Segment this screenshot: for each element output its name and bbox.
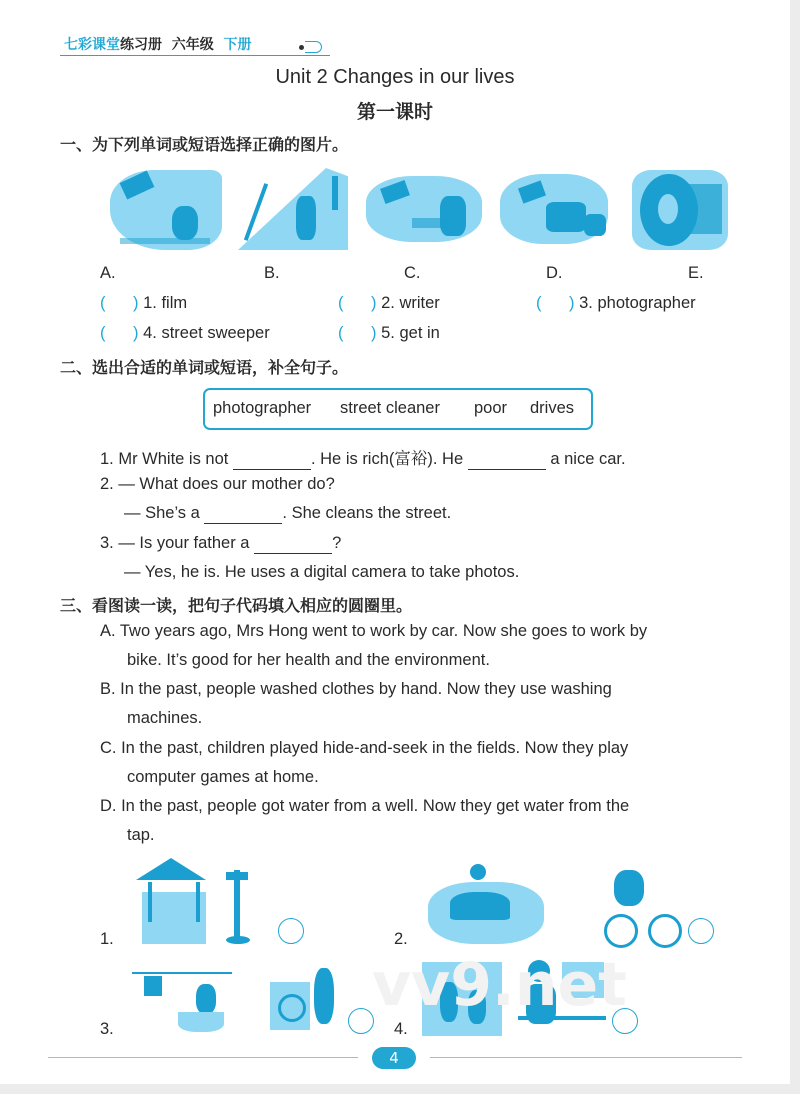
series-name: 七彩课堂 (64, 37, 120, 53)
header-ornament (305, 41, 322, 53)
sentence-d-line2: tap. (127, 826, 155, 844)
picture-d-get-in (494, 162, 612, 254)
unit-title: Unit 2 Changes in our lives (275, 66, 515, 88)
question-3-answer: — Yes, he is. He uses a digital camera to take photos. (124, 563, 520, 581)
grade-label: 六年级 (171, 37, 214, 53)
letter-d: D. (546, 264, 563, 282)
sentence-d-line1: D. In the past, people got water from a well. Now they get water from the (100, 797, 630, 815)
answer-blank-1[interactable]: ( ) 1. film (100, 294, 188, 312)
header-rule (60, 55, 330, 56)
letter-b: B. (264, 264, 280, 282)
fill-blank-2[interactable] (204, 504, 282, 524)
sentence-a-line2: bike. It’s good for her health and the environment. (127, 651, 490, 669)
fill-blank-3[interactable] (254, 534, 332, 554)
picture-bike (574, 860, 684, 948)
picture-hand-washing (128, 962, 238, 1038)
sentence-c-line2: computer games at home. (127, 768, 319, 786)
section3-heading: 三、看图读一读，把句子代码填入相应的圆圈里。 (60, 596, 413, 615)
picture-well-and-tap (128, 852, 278, 948)
letter-a: A. (100, 264, 116, 282)
answer-circle-2[interactable] (688, 918, 714, 944)
picture-label-2: 2. (394, 930, 408, 948)
question-2: 2. — What does our mother do? (100, 475, 335, 493)
answer-blank-5[interactable]: ( ) 5. get in (338, 324, 440, 342)
picture-b-street-sweeper (234, 162, 350, 254)
picture-e-film-roll (622, 162, 732, 254)
answer-blank-4[interactable]: ( ) 4. street sweeper (100, 324, 270, 342)
word-street-cleaner: street cleaner (340, 399, 440, 417)
book-header (64, 34, 252, 54)
answer-blank-3[interactable]: ( ) 3. photographer (536, 294, 696, 312)
picture-c-writer (362, 162, 486, 254)
volume-label: 下册 (223, 37, 252, 53)
lesson-subtitle: 第一课时 (356, 101, 433, 123)
word-poor: poor (474, 399, 508, 417)
sentence-b-line2: machines. (127, 709, 203, 727)
picture-car (420, 852, 550, 948)
picture-label-4: 4. (394, 1020, 408, 1038)
picture-washing-machine (266, 960, 344, 1036)
sentence-b-line1: B. In the past, people washed clothes by hand. Now they use washing (100, 680, 612, 698)
question-1: 1. Mr White is not . He is rich(富裕). He a nice car. (100, 450, 626, 468)
picture-label-3: 3. (100, 1020, 114, 1038)
letter-c: C. (404, 264, 421, 282)
picture-a-film (100, 162, 226, 254)
footer-rule-right (430, 1057, 742, 1058)
sentence-a-line1: A. Two years ago, Mrs Hong went to work by car. Now she goes to work by (100, 622, 648, 640)
answer-circle-3[interactable] (348, 1008, 374, 1034)
word-photographer: photographer (213, 399, 312, 417)
question-2-answer: — She’s a . She cleans the street. (124, 504, 452, 522)
picture-label-1: 1. (100, 930, 114, 948)
answer-blank-2[interactable]: ( ) 2. writer (338, 294, 440, 312)
word-drives: drives (530, 399, 575, 417)
footer-rule-left (48, 1057, 358, 1058)
fill-blank-1a[interactable] (233, 450, 311, 470)
section1-heading: 一、为下列单词或短语选择正确的图片。 (60, 135, 349, 154)
answer-circle-1[interactable] (278, 918, 304, 944)
letter-e: E. (688, 264, 704, 282)
page-number: 4 (372, 1047, 416, 1069)
section2-heading: 二、选出合适的单词或短语，补全句子。 (60, 358, 349, 377)
watermark: vv9.net (372, 950, 627, 1020)
sentence-c-line1: C. In the past, children played hide-and-seek in the fields. Now they play (100, 739, 629, 757)
fill-blank-1b[interactable] (468, 450, 546, 470)
series-type: 练习册 (120, 37, 162, 53)
question-3: 3. — Is your father a ? (100, 534, 342, 552)
